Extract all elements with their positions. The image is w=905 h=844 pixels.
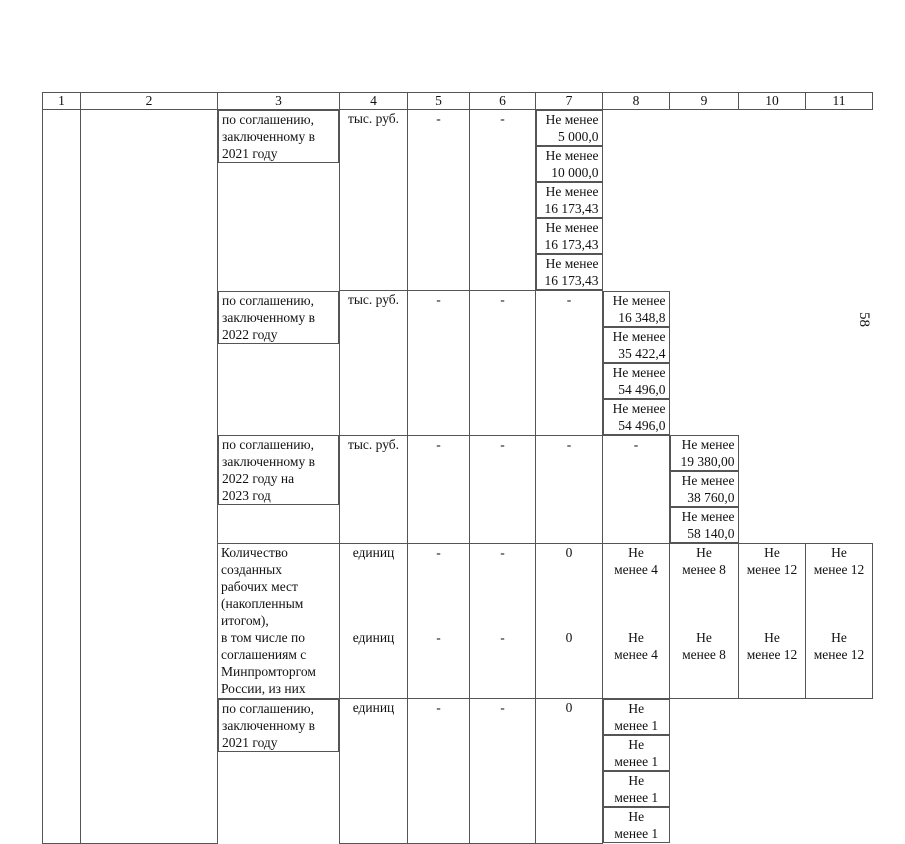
value-cell-5: - bbox=[408, 435, 470, 544]
column-header-9: 9 bbox=[670, 93, 739, 110]
value-total: - bbox=[436, 545, 441, 560]
value-cell-7: 0 bbox=[536, 699, 603, 844]
value-cell-5: - bbox=[408, 110, 470, 291]
column-header-4: 4 bbox=[340, 93, 408, 110]
value-minprom: - bbox=[436, 630, 441, 645]
value-cell-8: - bbox=[603, 435, 670, 544]
indicators-table bbox=[42, 92, 873, 844]
column-header-8: 8 bbox=[603, 93, 670, 110]
row-label-cell bbox=[218, 544, 340, 699]
value-minprom: Не менее 12 bbox=[813, 630, 865, 662]
value-cell-5 bbox=[408, 544, 470, 699]
value-cell-9: Не менее 1 bbox=[603, 735, 670, 771]
column-header-3: 3 bbox=[218, 93, 340, 110]
value-cell-11: Не менее 54 496,0 bbox=[603, 399, 670, 435]
value-cell-9: Не менее 19 380,00 bbox=[670, 435, 739, 471]
value-minprom: 0 bbox=[565, 630, 573, 645]
value-cell-9: Не менее 16 173,43 bbox=[536, 182, 603, 218]
value-cell-11: Не менее 16 173,43 bbox=[536, 254, 603, 290]
value-cell-10: Не менее 16 173,43 bbox=[536, 218, 603, 254]
value-cell-8: Не менее 1 bbox=[603, 699, 670, 735]
value-cell-10: Не менее 1 bbox=[603, 771, 670, 807]
header-row bbox=[43, 93, 873, 110]
value-cell-8: Не менее 16 348,8 bbox=[603, 291, 670, 327]
value-cell-7: - bbox=[536, 435, 603, 544]
value-cell-11: Не менее 1 bbox=[603, 807, 670, 843]
value-minprom: Не менее 4 bbox=[614, 630, 658, 662]
value-total: - bbox=[500, 545, 505, 560]
value-total: Не менее 12 bbox=[746, 545, 798, 577]
column-header-5: 5 bbox=[408, 93, 470, 110]
row-label: по соглашению, заключенному в 2021 году bbox=[218, 110, 339, 163]
value-minprom: Не менее 12 bbox=[746, 630, 798, 662]
unit-minprom: единиц bbox=[352, 630, 395, 645]
value-total: Не менее 8 bbox=[682, 545, 726, 577]
row-label: по соглашению, заключенному в 2022 году на 2023 год bbox=[218, 435, 339, 505]
value-cell-8 bbox=[603, 544, 670, 699]
unit-cell: единиц bbox=[340, 699, 408, 844]
column-header-1: 1 bbox=[43, 93, 81, 110]
value-cell-7 bbox=[536, 544, 603, 699]
table-row bbox=[43, 110, 873, 291]
value-cell-5: - bbox=[408, 699, 470, 844]
value-cell-11: Не менее 58 140,0 bbox=[670, 507, 739, 543]
cell-column-2 bbox=[81, 110, 218, 844]
page-number: 58 bbox=[856, 312, 872, 327]
value-total: 0 bbox=[565, 545, 573, 560]
unit-cell: тыс. руб. bbox=[340, 435, 408, 544]
value-cell-5: - bbox=[408, 291, 470, 436]
value-cell-6 bbox=[470, 544, 536, 699]
value-minprom: - bbox=[500, 630, 505, 645]
row-sublabel: в том числе по соглашениям с Минпромторгом России, из них bbox=[221, 630, 316, 696]
value-total: Не менее 4 bbox=[614, 545, 658, 577]
column-header-2: 2 bbox=[81, 93, 218, 110]
value-minprom: Не менее 8 bbox=[682, 630, 726, 662]
value-cell-11 bbox=[806, 544, 873, 699]
value-cell-7: - bbox=[536, 291, 603, 436]
unit-total: единиц bbox=[352, 545, 395, 560]
value-cell-7: Не менее 5 000,0 bbox=[536, 110, 603, 146]
value-cell-10: Не менее 38 760,0 bbox=[670, 471, 739, 507]
unit-cell: тыс. руб. bbox=[340, 291, 408, 436]
unit-cell: тыс. руб. bbox=[340, 110, 408, 291]
value-cell-10: Не менее 54 496,0 bbox=[603, 363, 670, 399]
row-label: Количество созданных рабочих мест (накопленным итогом), bbox=[221, 545, 304, 628]
row-label: по соглашению, заключенному в 2022 году bbox=[218, 291, 339, 344]
value-cell-6: - bbox=[470, 110, 536, 291]
value-cell-6: - bbox=[470, 699, 536, 844]
value-cell-9: Не менее 35 422,4 bbox=[603, 327, 670, 363]
unit-cell bbox=[340, 544, 408, 699]
column-header-10: 10 bbox=[739, 93, 806, 110]
value-cell-9 bbox=[670, 544, 739, 699]
row-label: по соглашению, заключенному в 2021 году bbox=[218, 699, 339, 752]
value-total: Не менее 12 bbox=[813, 545, 865, 577]
column-header-7: 7 bbox=[536, 93, 603, 110]
value-cell-6: - bbox=[470, 291, 536, 436]
column-header-6: 6 bbox=[470, 93, 536, 110]
column-header-11: 11 bbox=[806, 93, 873, 110]
cell-column-1 bbox=[43, 110, 81, 844]
value-cell-6: - bbox=[470, 435, 536, 544]
value-cell-10 bbox=[739, 544, 806, 699]
value-cell-8: Не менее 10 000,0 bbox=[536, 146, 603, 182]
